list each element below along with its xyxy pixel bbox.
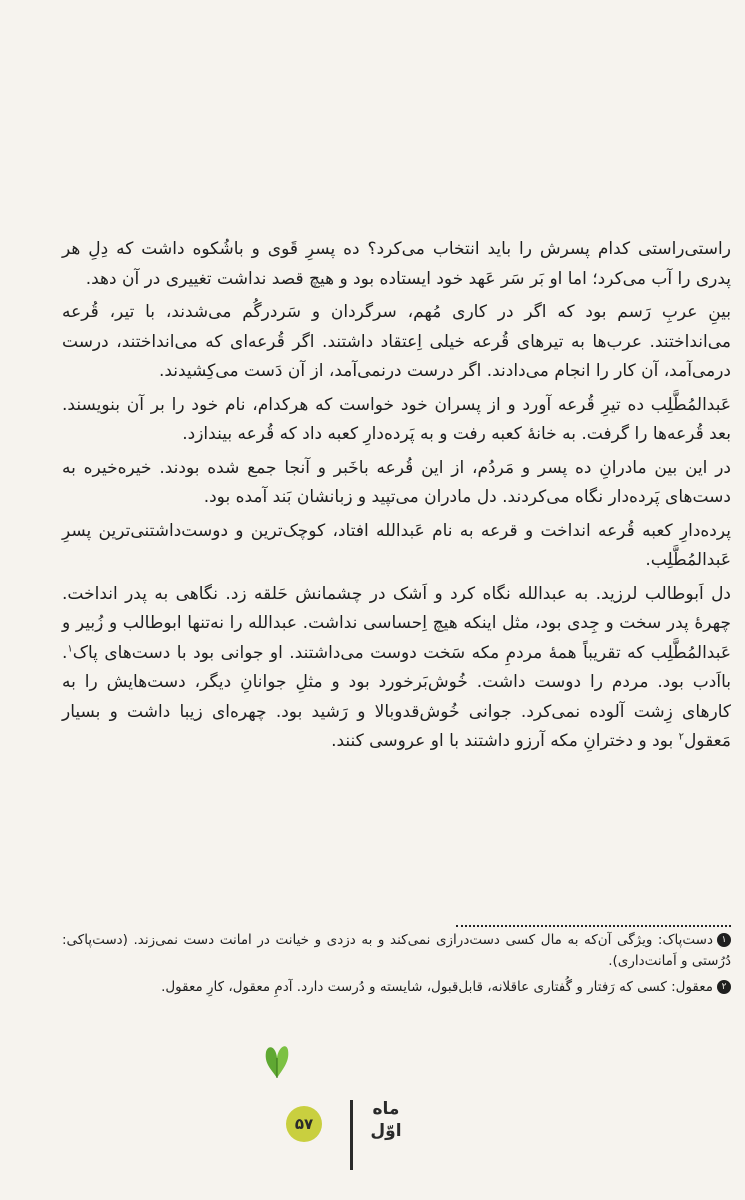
footnote-2 — [62, 977, 731, 998]
series-logo — [362, 1098, 410, 1142]
paragraph-6-part-3: بود و دخترانِ مکه آرزو داشتند با او عروسی کنند. — [331, 731, 679, 751]
paragraph-6 — [62, 580, 731, 757]
paragraph-6-part-2: . بااَدب بود. مردم را دوست داشت. خُوش‌بَرخورد بود و مثلِ جوانانِ دیگر، دست‌هایش را به کارهای زِشت آلوده نمی‌کرد. جوانی خُوش‌قدوبالا و رَشید بود. چهره‌ای زیبا داشت و بسیار مَعقول — [62, 642, 731, 751]
paragraph-5: پرده‌دارِ کعبه قُرعه انداخت و قرعه به نام عَبدالله افتاد، کوچک‌ترین و دوست‌داشتنی‌ترین پسرِ عَبدالمُطَّلِب. — [62, 520, 731, 570]
paragraph-2: بینِ عربِ رَسم بود که اگر در کاری مُهم، سرگردان و سَردرگُم می‌شدند، با تیر، قُرعه می‌انداختند. عرب‌ها به تیرهای قُرعه خیلی اِعتقاد داشتند. اگر قُرعه‌ای که می‌انداختند، درست درمی‌آمد، آن کار را انجام می‌دادند. اگر درست درنمی‌آمد، از آن دَست می‌کِشیدند. — [62, 302, 731, 381]
page-number: ۵۷ — [286, 1106, 322, 1142]
footnotes — [62, 930, 731, 1003]
footnote-1 — [62, 930, 731, 972]
paragraph-4: در این بین مادرانِ ده پسر و مَردُم، از این قُرعه باخَبر و آنجا جمع شده بودند. خیره‌خیره به دست‌های پَرده‌دار نگاه می‌کردند. دل مادران می‌تپید و زبانشان بَند آمده بود. — [62, 457, 731, 507]
series-logo-line-2: اوّل — [370, 1121, 402, 1141]
series-logo-line-1: ماه — [372, 1099, 400, 1119]
body-text — [62, 235, 731, 761]
footnote-2-text: معقول: کسی که رَفتار و گُفتاری عاقلانه، قابل‌قبول، شایسته و دُرست دارد. آدمِ معقول، کارِ معقول. — [161, 979, 713, 995]
footnote-marker-1: ۱ — [67, 642, 73, 654]
footer-divider — [350, 1100, 353, 1170]
footnote-number-2: ۲ — [717, 980, 731, 994]
footnote-marker-2: ۲ — [678, 731, 684, 743]
footnote-separator — [456, 925, 731, 927]
footnote-1-text: دست‌پاک: ویژگی آن‌که به مال کسی دست‌درازی نمی‌کند و به دزدی و خیانت در امانت دست نمی‌زند. (دست‌پاکی: دُرُستی و اَمانت‌داری). — [62, 932, 731, 969]
footnote-number-1: ۱ — [717, 933, 731, 947]
butterfly-icon — [262, 1040, 292, 1080]
paragraph-1: راستی‌راستی کدام پسرش را باید انتخاب می‌کرد؟ ده پسرِ قَوی و باشُکوه داشت که دِلِ هر پدری را آب می‌کرد؛ اما او بَر سَر عَهد خود ایستاده بود و هیچ قصد نداشت تغییری در آن دهد. — [62, 239, 731, 289]
paragraph-6-part-1: دل اَبوطالب لرزید. به عبدالله نگاه کرد و اَشک در چشمانش حَلقه زد. نگاهی به پدر انداخت. چهرهٔ پدر سخت و جِدی بود، مثل اینکه هیچ اِحساسی نداشت. عبدالله را نه‌تنها ابوطالب و زُبیر و عَبدالمُطَّلِب که تقریباً همهٔ مردمِ مکه سَخت دوست می‌داشتند. او جوانی بود با دست‌های پاک — [62, 583, 731, 663]
page-footer — [256, 1040, 416, 1141]
paragraph-3: عَبدالمُطَّلِب ده تیرِ قُرعه آورد و از پسران خود خواست که هرکدام، نام خود را بر آن بنویسند. بعد قُرعه‌ها را گرفت. به خانهٔ کعبه رفت و به پَرده‌دارِ کعبه داد که قُرعه بیندازد. — [62, 394, 731, 444]
